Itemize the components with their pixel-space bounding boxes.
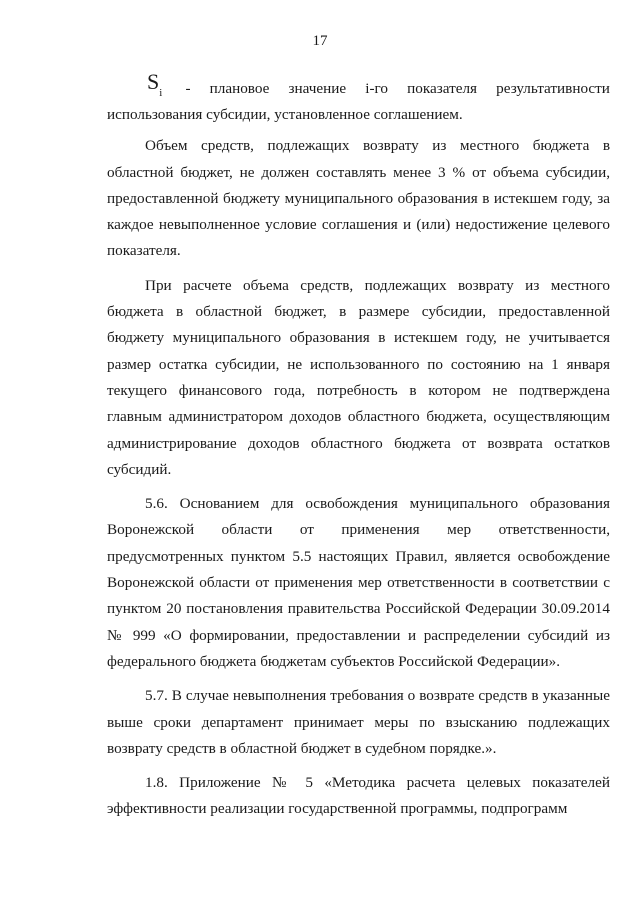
paragraph-return-volume: Объем средств, подлежащих возврату из местного бюджета в областной бюджет, не должен составлять менее 3 % от объема субсидии, предоставленной бюджету муниципального образования в истекшем году, за каждое невыполненное условие соглашения и (или) недостижение целевого показателя. <box>107 137 610 260</box>
paragraph-5-7: 5.7. В случае невыполнения требования о возврате средств в указанные выше сроки департамент принимает меры по взысканию подлежащих возврату средств в областной бюджет в судебном порядке.». <box>107 687 610 757</box>
formula-subscript: i <box>159 87 163 99</box>
document-body <box>107 68 610 823</box>
formula-word: i-го <box>365 79 389 97</box>
paragraph-1-8: 1.8. Приложение № 5 «Методика расчета целевых показателей эффективности реализации государственной программы, подпрограмм <box>107 774 610 818</box>
formula-definition-line <box>107 68 610 102</box>
formula-continuation: использования субсидии, установленное соглашением. <box>107 106 463 123</box>
formula-symbol-letter: S <box>147 68 160 94</box>
formula-word: результативности <box>496 79 610 97</box>
page-number: 17 <box>312 33 328 49</box>
formula-word: показателя <box>407 79 478 97</box>
paragraph-calculation: При расчете объема средств, подлежащих возврату из местного бюджета в областной бюджет, в размере субсидии, предоставленной бюджету муниципального образования в истекшем году, не учитывается размер остатка субсидии, не использованного по состоянию на 1 января текущего финансового года, потребность в котором не подтверждена главным администратором доходов областного бюджета, осуществляющим администрирование доходов областного бюджета от возврата остатков субсидий. <box>107 276 610 478</box>
formula-word: - <box>185 79 191 97</box>
paragraph-5-6: 5.6. Основанием для освобождения муниципального образования Воронежской области от применения мер ответственности, предусмотренных пунктом 5.5 настоящих Правил, является освобождение Воронежской области от применения мер ответственности в соответствии с пунктом 20 постановления правительства Российской Федерации 30.09.2014 № 999 «О формировании, предоставлении и распределении субсидий из федерального бюджета бюджетам субъектов Российской Федерации». <box>107 495 610 670</box>
formula-symbol <box>147 68 163 102</box>
formula-word: значение <box>288 79 347 97</box>
formula-word: плановое <box>209 79 270 97</box>
